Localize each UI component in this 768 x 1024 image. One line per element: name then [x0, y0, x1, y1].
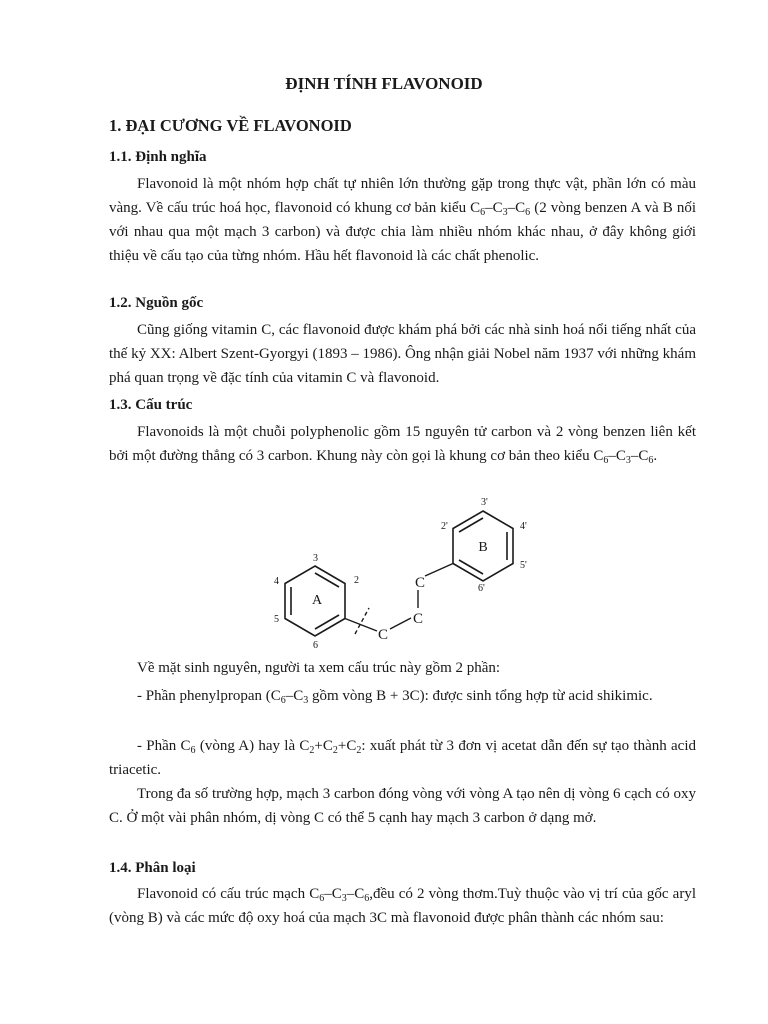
subscript: 3 [502, 207, 508, 218]
page-title: ĐỊNH TÍNH FLAVONOID [285, 74, 483, 93]
flavonoid-skeleton-diagram [268, 490, 548, 650]
subscript: 3 [303, 695, 309, 706]
ring-a-label: A [311, 593, 323, 608]
carbon-chain-bonds [345, 564, 453, 635]
position-label: 4' [520, 521, 527, 532]
subscript: 6 [280, 695, 286, 706]
text-run: Cũng giống vitamin C, các flavonoid được khám phá bởi các nhà sinh hoá nổi tiếng nhất của thế kỷ XX: Albert Szent-Gyorgyi (1893 – 1986). Ông nhận giải Nobel năm 1937 với những khám phá quan trọng về đặc tính của vitamin C và flavonoid. [109, 322, 696, 386]
text-run: –C [485, 200, 503, 216]
text-run: Về mặt sinh nguyên, người ta xem cấu trúc này gồm 2 phần: [137, 660, 501, 676]
text-run: –C [630, 448, 649, 464]
subscript: 3 [341, 893, 347, 904]
subscript: 6 [648, 455, 654, 466]
subscript: 6 [525, 207, 531, 218]
text-run: . [653, 448, 658, 464]
structure-paragraph [109, 420, 696, 468]
section-1-3-heading: 1.3. Cấu trúc [109, 397, 193, 413]
subscript: 2 [309, 745, 315, 756]
text-run: (2 vòng benzen A và B nối với nhau qua một mạch 3 carbon) và được chia làm nhiều nhóm khác nhau, ở đây không giới thiệu về cấu tạo của từng nhóm. Hầu hết flavonoid là các chất phenolic. [109, 200, 696, 264]
biogenesis-part-1 [109, 684, 696, 708]
carbon-gamma: C [414, 575, 426, 591]
text-run: +C [314, 738, 333, 754]
subscript: 2 [332, 745, 338, 756]
ring-closure-paragraph [109, 782, 696, 830]
subscript: 6 [319, 893, 325, 904]
position-label: 5' [520, 560, 527, 571]
origin-paragraph [109, 318, 696, 390]
biogenesis-intro [109, 656, 696, 680]
position-label: 5 [274, 614, 279, 625]
text-run: (vòng A) hay là C [195, 738, 310, 754]
carbon-beta: C [412, 611, 424, 627]
position-label: 3' [481, 497, 488, 508]
text-run: –C [285, 688, 304, 704]
subscript: 6 [480, 207, 486, 218]
section-1-heading: 1. ĐẠI CƯƠNG VỀ FLAVONOID [109, 116, 352, 135]
subscript: 2 [356, 745, 362, 756]
text-run: –C [507, 200, 526, 216]
biogenesis-part-2 [109, 734, 696, 782]
position-label: 6' [478, 583, 485, 594]
section-1-2-heading: 1.2. Nguồn gốc [109, 295, 204, 311]
text-run: gồm vòng B + 3C): được sinh tổng hợp từ acid shikimic. [308, 688, 653, 704]
text-run: Flavonoids là một chuỗi polyphenolic gồm 15 nguyên tử carbon và 2 vòng benzen liên kết bởi một đường thẳng có 3 carbon. Khung này còn gọi là khung cơ bản theo kiểu C [109, 424, 696, 464]
text-run: Trong đa số trường hợp, mạch 3 carbon đóng vòng với vòng A tạo nên dị vòng 6 cạch có oxy C. Ở một vài phân nhóm, dị vòng C có thể 5 cạnh hay mạch 3 carbon ở dạng mở. [109, 786, 696, 826]
section-1-1-heading: 1.1. Định nghĩa [109, 149, 207, 165]
position-label: 4 [274, 576, 279, 587]
text-run: - Phần C [137, 738, 191, 754]
subscript: 3 [625, 455, 631, 466]
text-run: : xuất phát từ 3 đơn vị acetat dẫn đến sự tạo thành acid triacetic. [109, 738, 696, 778]
ring-b-label: B [478, 540, 488, 555]
position-label: 3 [313, 553, 318, 564]
text-run: - Phần phenylpropan (C [137, 688, 281, 704]
text-run: +C [337, 738, 357, 754]
subscript: 6 [603, 455, 609, 466]
position-label: 6 [313, 640, 318, 650]
text-run: –C [608, 448, 626, 464]
position-label: 2 [354, 575, 359, 586]
carbon-alpha: C [377, 627, 389, 643]
text-run: ,đều có 2 vòng thơm.Tuỳ thuộc vào vị trí của gốc aryl (vòng B) và các mức độ oxy hoá của mạch 3C mà flavonoid được phân thành các nhóm sau: [109, 886, 696, 926]
subscript: 6 [364, 893, 370, 904]
classification-paragraph [109, 882, 696, 930]
definition-paragraph [109, 172, 696, 268]
subscript: 6 [190, 745, 196, 756]
text-run: –C [324, 886, 342, 902]
position-label: 2' [441, 521, 448, 532]
text-run: Flavonoid là một nhóm hợp chất tự nhiên lớn thường gặp trong thực vật, phần lớn có màu vàng. Về cấu trúc hoá học, flavonoid có khung cơ bản kiểu C [109, 176, 696, 216]
text-run: –C [346, 886, 365, 902]
text-run: Flavonoid có cấu trúc mạch C [137, 886, 320, 902]
section-1-4-heading: 1.4. Phân loại [109, 860, 196, 876]
